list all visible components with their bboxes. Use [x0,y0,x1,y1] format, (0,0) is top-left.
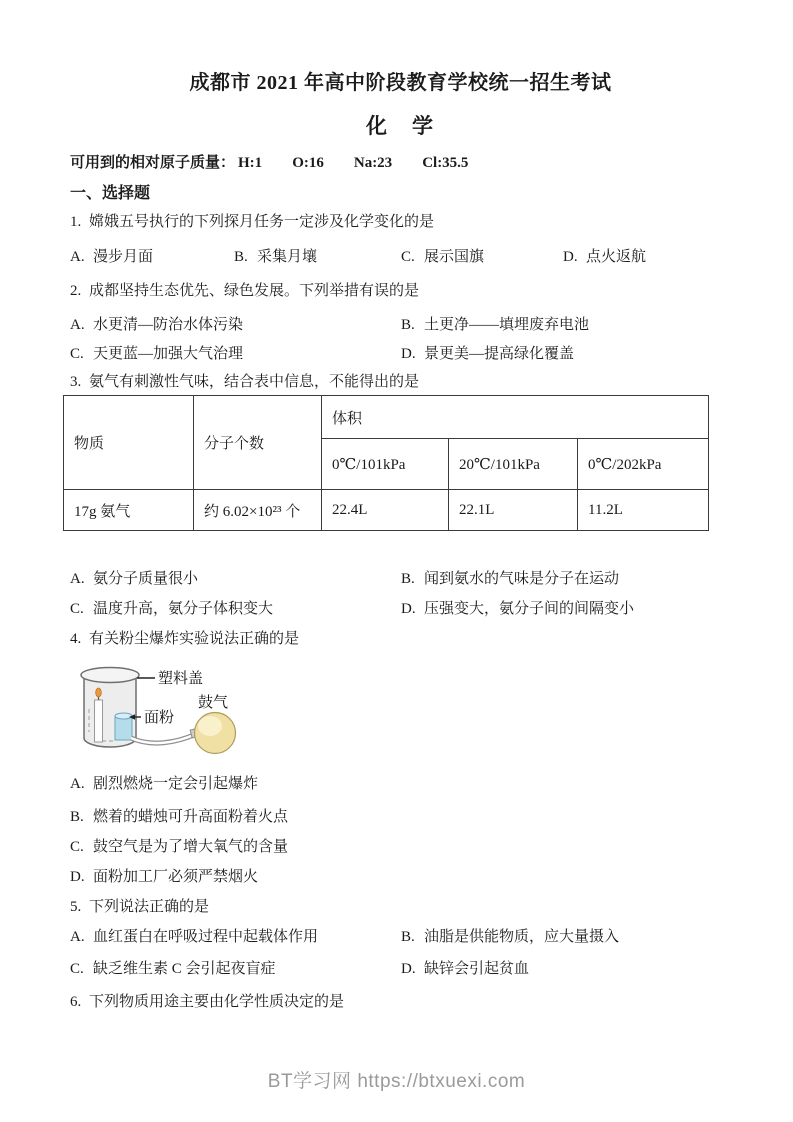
candle-icon [95,700,103,742]
dust-explosion-diagram [76,664,311,766]
watermark-text: BT学习网 https://btxuexi.com [267,1071,526,1092]
table-subheader-condition-2: 20℃/101kPa [449,439,578,490]
option-d: D. 景更美—提高绿化覆盖 [401,346,575,362]
question-4-option-b: B. 燃着的蜡烛可升高面粉着火点 [70,809,289,825]
question-4-option-a: A. 剧烈燃烧一定会引起爆炸 [70,776,259,792]
table-cell-volume-3: 11.2L [578,490,709,531]
question-number: 6. [70,994,82,1010]
option-b: B. 采集月壤 [234,249,318,265]
flour-cup [115,716,132,740]
question-2 [70,281,731,302]
option-a: A. 水更清—防治水体污染 [70,317,244,333]
question-number: 1. [70,214,82,230]
table-subheader-condition-3: 0℃/202kPa [578,439,709,490]
atomic-mass-na: Na:23 [353,155,393,171]
question-text: 氨气有刺激性气味，结合表中信息，不能得出的是 [89,374,420,390]
candle-flame-icon [96,688,102,697]
table-cell-molecule-count: 约 6.02×10²³ 个 [194,490,322,531]
option-a: A. 血红蛋白在呼吸过程中起载体作用 [70,929,319,945]
option-c: C. 温度升高，氨分子体积变大 [70,601,274,617]
flour-label: 面粉 [144,710,175,726]
option-d: D. 缺锌会引起贫血 [401,961,530,977]
question-3 [70,372,731,393]
question-number: 4. [70,631,82,647]
option-d: D. 点火返航 [563,249,647,265]
question-number: 2. [70,283,82,299]
table-cell-volume-2: 22.1L [449,490,578,531]
watermark [0,1066,793,1093]
atomic-mass-o: O:16 [292,155,324,171]
question-1 [70,212,731,233]
page-title: 成都市 2021 年高中阶段教育学校统一招生考试 [189,72,612,94]
question-2-options-ab [70,315,731,336]
question-4 [70,629,731,650]
flour-cup-rim [115,713,132,719]
question-5 [70,897,731,918]
atomic-mass-cl: Cl:35.5 [422,155,469,171]
atomic-mass-h: H:1 [238,155,263,171]
atomic-mass-label: 可用到的相对原子质量： [70,155,236,171]
question-6 [70,992,731,1013]
question-text: 成都坚持生态优先、绿色发展。下列举措有误的是 [89,283,420,299]
table-subheader-condition-1: 0℃/101kPa [322,439,449,490]
table-header-substance: 物质 [64,396,194,490]
atomic-mass-line [70,152,731,174]
rubber-bulb-highlight [198,716,222,736]
question-4-option-d: D. 面粉加工厂必须严禁烟火 [70,869,259,885]
option-a: A. 氨分子质量很小 [70,571,199,587]
table-header-volume: 体积 [322,396,709,439]
lid-label: 塑料盖 [158,671,204,687]
option-c: C. 缺乏维生素 C 会引起夜盲症 [70,961,276,977]
pump-label: 鼓气 [198,695,229,711]
table-cell-substance: 17g 氨气 [64,490,194,531]
option-c: C. 展示国旗 [401,249,485,265]
table-cell-volume-1: 22.4L [322,490,449,531]
option-b: B. 油脂是供能物质，应大量摄入 [401,929,620,945]
question-number: 5. [70,899,82,915]
question-5-options-cd [70,959,731,980]
question-text: 下列说法正确的是 [89,899,210,915]
page-subtitle: 化 学 [366,114,435,138]
question-text: 下列物质用途主要由化学性质决定的是 [89,994,345,1010]
option-c: C. 天更蓝—加强大气治理 [70,346,244,362]
option-b: B. 闻到氨水的气味是分子在运动 [401,571,620,587]
question-3-options-ab [70,569,731,590]
question-text: 有关粉尘爆炸实验说法正确的是 [89,631,300,647]
question-5-options-ab [70,927,731,948]
ammonia-volume-table [63,395,709,531]
option-d: D. 压强变大，氨分子间的间隔变小 [401,601,635,617]
question-4-option-c: C. 鼓空气是为了增大氧气的含量 [70,839,289,855]
option-a: A. 漫步月面 [70,249,154,265]
question-2-options-cd [70,344,731,365]
question-text: 嫦娥五号执行的下列探月任务一定涉及化学变化的是 [89,214,435,230]
option-b: B. 土更净——填埋废弃电池 [401,317,590,333]
table-header-molecule-count: 分子个数 [194,396,322,490]
section-heading: 一、选择题 [70,185,151,202]
question-number: 3. [70,374,82,390]
question-3-options-cd [70,599,731,620]
plastic-lid [81,668,139,683]
question-1-options [70,247,731,268]
